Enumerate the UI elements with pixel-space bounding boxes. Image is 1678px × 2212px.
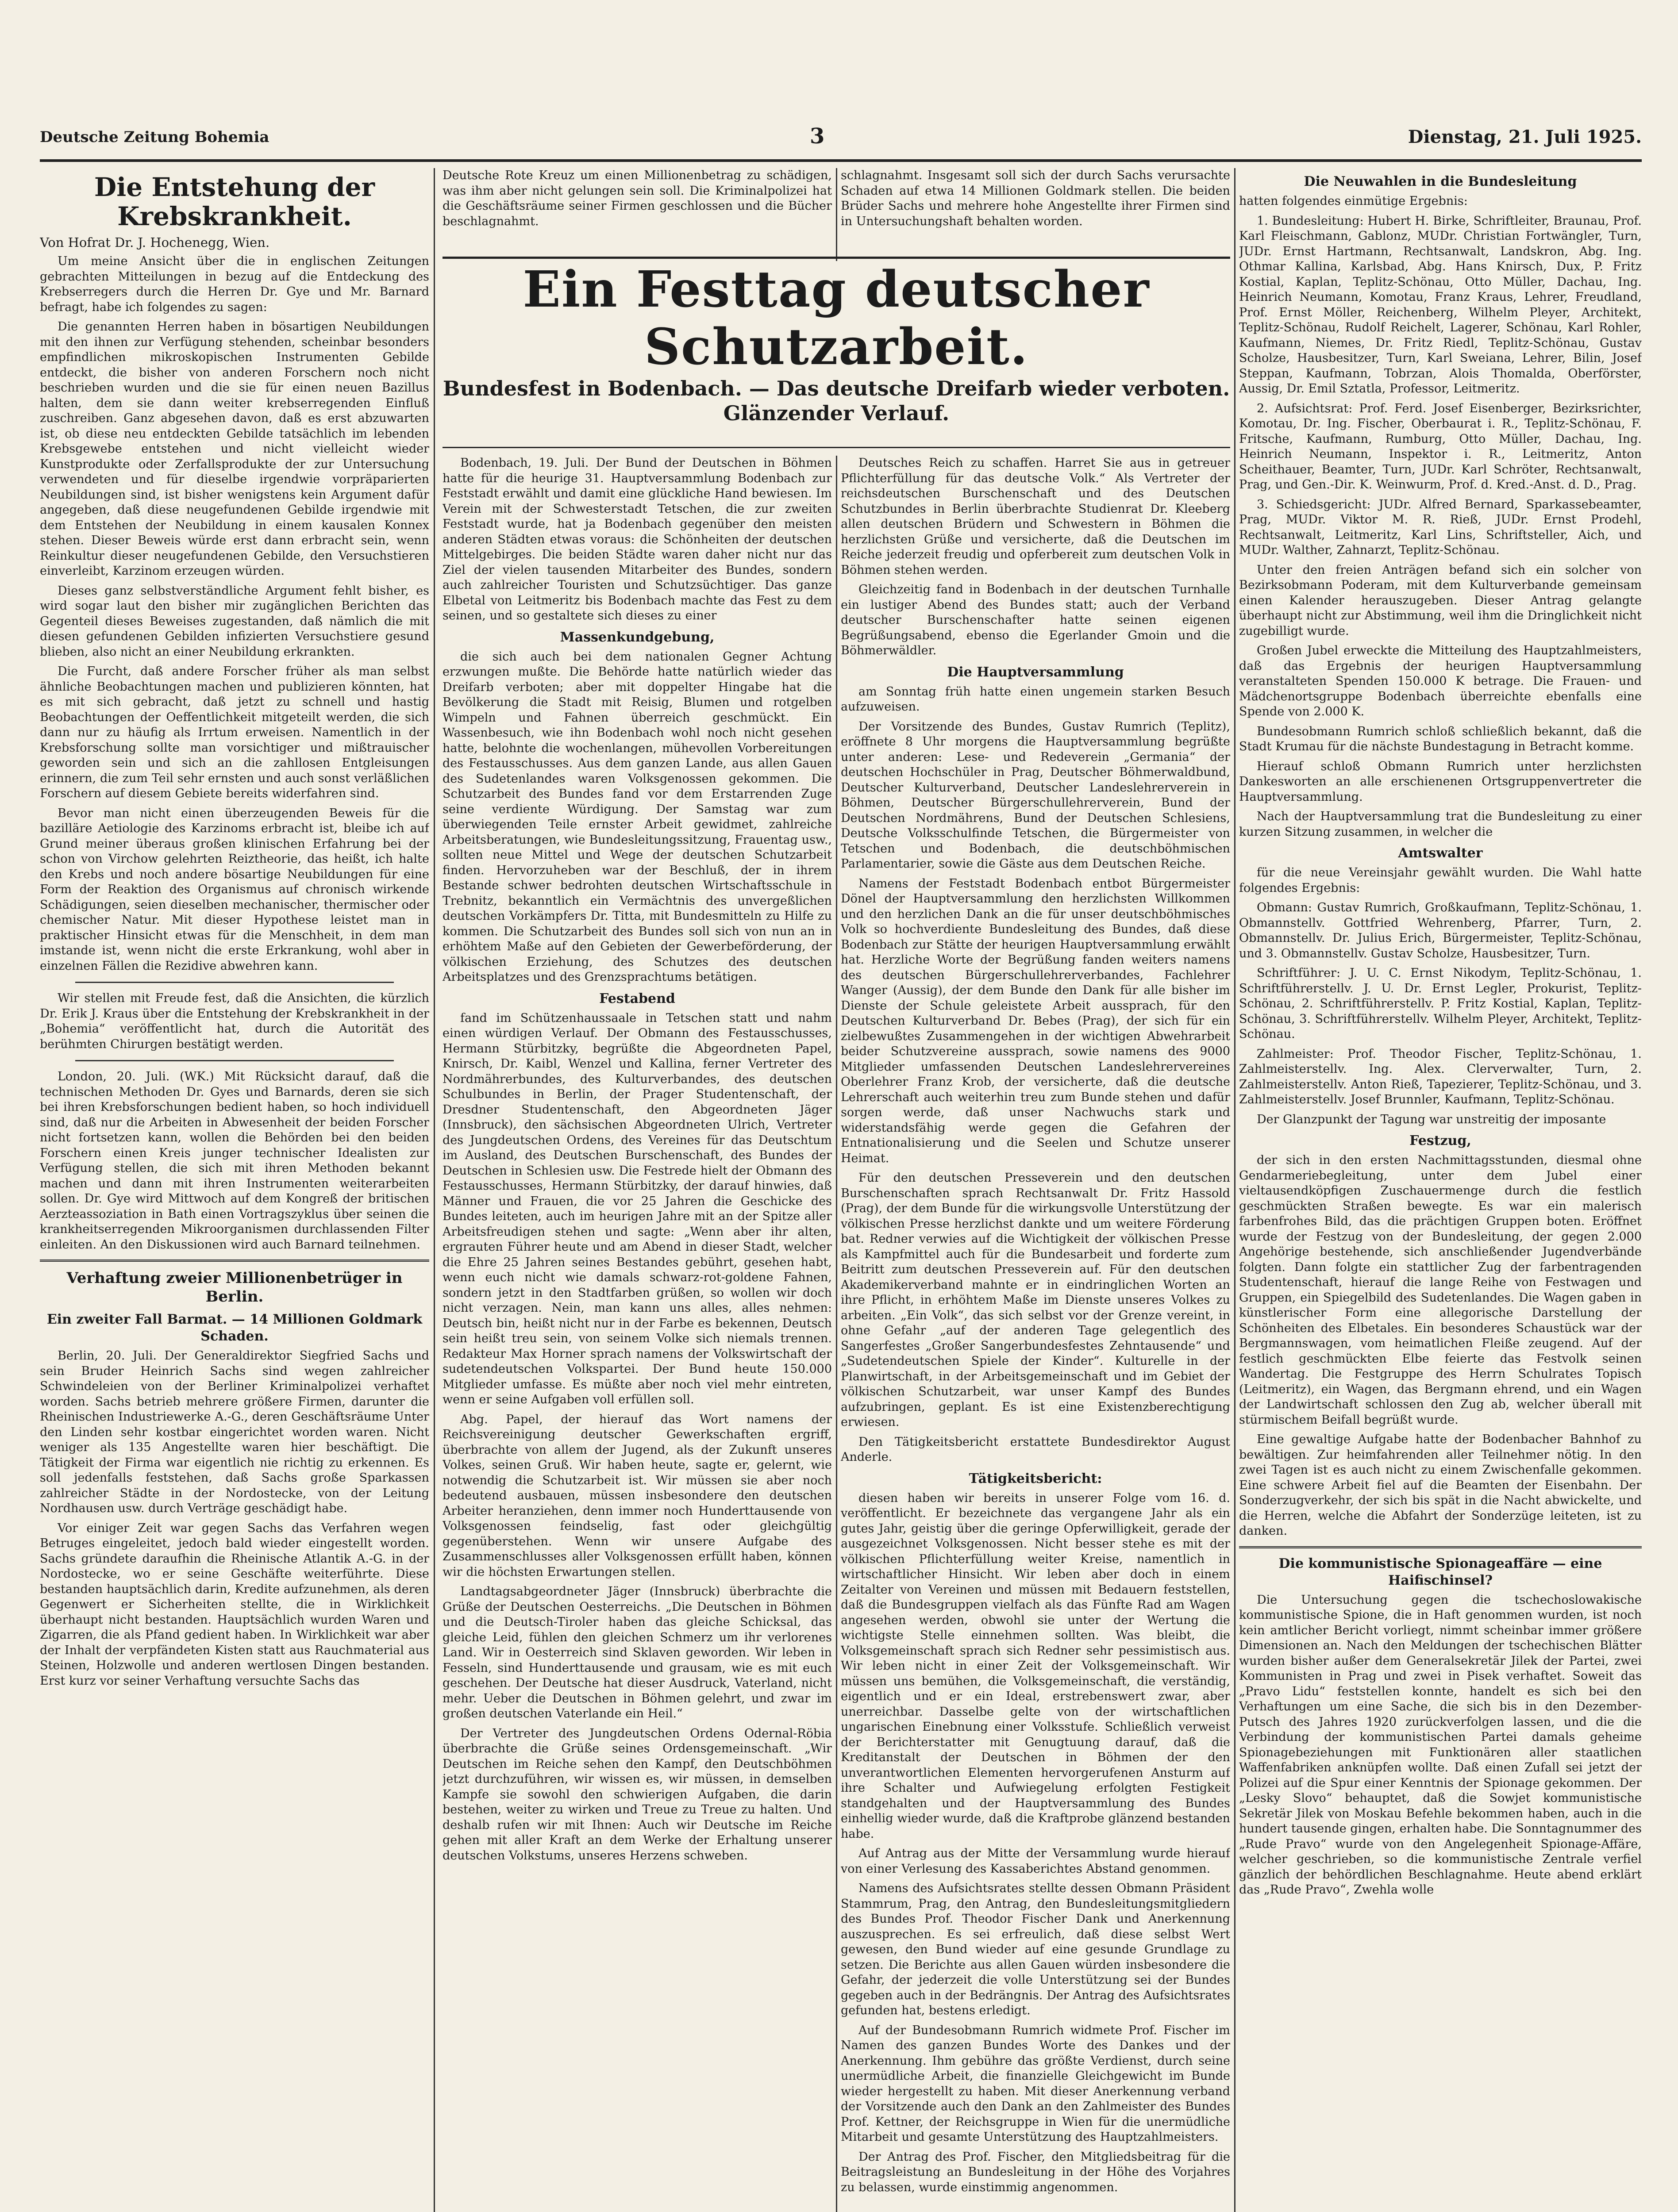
paragraph: Nach der Hauptversammlung trat die Bundesleitung zu einer kurzen Sitzung zusammen, in welcher die	[1239, 810, 1642, 839]
column-rule	[1234, 168, 1235, 2212]
headline-subtitle: Glänzender Verlauf.	[723, 401, 950, 425]
paragraph: Eine gewaltige Aufgabe hatte der Bodenbacher Bahnhof zu bewältigen. Zur heimfahrenden aller Teilnehmer nötig. In den zwei Tagen ist es auch nicht zu einem Zwischenfalle gekommen. Eine schwere Arbeit fiel auf die Beamten der Eisenbahn. Der Sonderzugverkehr, der sich bis spät in die Nacht abwickelte, und die Herren, welche die Abfahrt der Sonderzüge leiteten, ist zu danken.	[1239, 1432, 1642, 1538]
paragraph: der sich in den ersten Nachmittagsstunden, diesmal ohne Gendarmeriebegleitung, unter dem Jubel einer vieltausendköpfigen Zuschauermenge durch die festlich geschmückten Straßen bewegte. Es war ein malerisch farbenfrohes Bild, das die prächtigen Gruppen boten. Eröffnet wurde der Festzug von der Bundesleitung, der gegen 2.000 Angehörige bestehende, sich anschließender Jugendverbände folgten. Dann folgte ein stattlicher Zug der farbentragenden Studentenschaft, hierauf die lange Reihe von Festwagen und Gruppen, ein Spiegelbild des Sudetenlandes. Die Wagen gaben in künstlerischer Form eine allegorische Darstellung der Schönheiten des Elbetales. Ein besonderes Schaustück war der Bergmannswagen, vom heimatlichen Fleiße zeugend. Auf der festlich geschmückten Elbe feierte das Festvolk seinen Wandertag. Die Festgruppe des Herrn Schulrates Topisch (Leitmeritz), ein Wagen, das Bergmann ehrend, und ein Wagen der Landwirtschaft schlossen den Zug ab, welcher überall mit stürmischem Beifall begrüßt wurde.	[1239, 1153, 1642, 1427]
paragraph: Auf Antrag aus der Mitte der Versammlung wurde hierauf von einer Verlesung des Kassaberichtes Abstand genommen.	[841, 1847, 1230, 1876]
paragraph: Zahlmeister: Prof. Theodor Fischer, Teplitz-Schönau, 1. Zahlmeisterstellv. Ing. Alex. Clerverwalter, Turn, 2. Zahlmeisterstellv. Anton Rieß, Tapezierer, Teplitz-Schönau, und 3. Zahlmeisterstellv. Josef Brunnler, Kaufmann, Teplitz-Schönau.	[1239, 1047, 1642, 1106]
paragraph: Der Vorsitzende des Bundes, Gustav Rumrich (Teplitz), eröffnete 8 Uhr morgens die Hauptversammlung begrüßte unter anderen: Lese- und Redeverein „Germania“ der deutschen Hochschüler in Prag, Deutscher Böhmerwaldbund, Deutscher Kulturverband, Deutscher Landeslehrerverein in Böhmen, Deutscher Bürgerschullehrerverein, Bund der Deutschen Nordmährens, Bund der Deutschen Schlesiens, Deutsche Volksschulfinde Tetschen, die Bürgermeister von Tetschen und Bodenbach, die deutschböhmischen Parlamentarier, sowie die Gäste aus dem Deutschen Reiche.	[841, 719, 1230, 871]
paragraph: Die genannten Herren haben in bösartigen Neubildungen mit den ihnen zur Verfügung stehenden, scheinbar besonders empfindlichen mikroskopischen Instrumenten Gebilde entdeckt, die bisher von anderen Forschern noch nicht beschrieben wurden und die sie für einen neuen Bazillus halten, dem sie dann weiter krebserregenden Einfluß zuschreiben. Ganz abgesehen davon, daß es erst abzuwarten ist, ob diese neu entdeckten Gebilde tatsächlich im lebenden Krebsgewebe entstehen und nicht vielleicht wieder Kunstprodukte oder Zerfallsprodukte der zur Untersuchung verwendeten und für dieselbe irgendwie vorpräparierten Neubildungen sind, ist bisher wenigstens kein Argument dafür angegeben, daß diese neugefundenen Gebilde irgendwie mit dem Entstehen der Neubildung in einem kausalen Konnex stehen. Dieser Beweis würde erst dann erbracht sein, wenn Reinkultur dieser neugefundenen Gebilde, den Versuchstieren einverleibt, Karzinom erzeugen würden.	[40, 320, 429, 578]
article-byline: Von Hofrat Dr. J. Hochenegg, Wien.	[40, 235, 270, 250]
paragraph: Um meine Ansicht über die in englischen Zeitungen gebrachten Mitteilungen in bezug auf die Entdeckung des Krebserregers durch die Herren Dr. Gye und Mr. Barnard befragt, habe ich folgendes zu sagen:	[40, 254, 429, 314]
divider	[75, 1060, 394, 1061]
paragraph: diesen haben wir bereits in unserer Folge vom 16. d. veröffentlicht. Er bezeichnete das vergangene Jahr als ein gutes Jahr, geistig über die geringe Opferwilligkeit, gerade der ausgezeichnet Volksgenossen. Nicht besser stehe es mit der völkischen Pflichterfüllung weiter Kreise, namentlich in wirtschaftlicher Hinsicht. Wir leben aber doch in einem Zeitalter von Vereinen und müssen mit Bedauern feststellen, daß die Bundesgruppen vielfach als das Fünfte Rad am Wagen angesehen werden, obwohl sie unter der Wertung die wichtigste Stelle einnehmen sollten. Was bleibt, die Volksgemeinschaft sprach sich Redner sehr pessimistisch aus. Wir leben nicht in einer Zeit der Volksgemeinschaft. Wir müssen uns bemühen, die Volksgemeinschaft, die verständig, eigentlich und er ein Ideal, erstrebenswert zwar, aber unerreichbar. Dasselbe gelte von der wirtschaftlichen ungarischen Einebnung einer Volksstufe. Schließlich verweist der Berichterstatter mit Genugtuung darauf, daß die Kreditanstalt der Deutschen in Böhmen der den unverantwortlichen Elementen hervorgerufenen Ansturm auf ihre Schalter und Aufwiegelung erfolgten Festigkeit standgehalten und der Hauptversammlung des Bundes einhellig wieder wurde, daß die Kraftprobe glänzend bestanden habe.	[841, 1491, 1230, 1841]
divider	[75, 982, 394, 983]
paragraph: Bodenbach, 19. Juli. Der Bund der Deutschen in Böhmen hatte für die heurige 31. Hauptversammlung Bodenbach zur Feststadt erwählt und damit eine glückliche Hand bewiesen. Im Verein mit der Schwesterstadt Tetschen, die zur zweiten Feststadt wurde, hat ja Bodenbach gegenüber den meisten anderen Städten etwas voraus: die Schönheiten der deutschen Mittelgebirges. Die beiden Städte waren daher nicht nur das Ziel der vielen tausenden Mitarbeiter des Bundes, sondern auch zahlreicher Touristen und Schutzsüchtiger. Das ganze Elbetal von Leitmeritz bis Bodenbach machte das Fest zu dem seinen, und so gestaltete sich dieses zu einer	[443, 456, 832, 622]
paragraph: Die Furcht, daß andere Forscher früher als man selbst ähnliche Beobachtungen machen und publizieren könnten, hat es mit sich gebracht, daß jetzt zu schnell und hastig Beobachtungen der Oeffentlichkeit mitgeteilt werden, die sich dann nur zu häufig als Irrtum erweisen. Namentlich in der Krebsforschung sollte man vorsichtiger und mißtrauischer geworden sein und sich an die zahllosen Entgleisungen erinnern, die zum Teil sehr ernsten und auch sonst verläßlichen Forschern auf diesem Gebiete bereits widerfahren sind.	[40, 664, 429, 800]
paragraph: Namens des Aufsichtsrates stellte dessen Obmann Präsident Stammrum, Prag, den Antrag, den Bundesleitungsmitgliedern des Bundes Prof. Theodor Fischer Dank und Anerkennung auszusprechen. Es sei erfreulich, daß diese selbst Wert gewesen, den Bund wieder auf eine gesunde Grundlage zu setzen. Die Berichte aus allen Gauen würden insbesondere die Gefahr, der jederzeit die volle Unterstützung sei der Bundes gegeben auch in der Bedrängnis. Der Antrag des Aufsichtsrates gefunden hat, bestens erledigt.	[841, 1882, 1230, 2017]
paragraph: Für den deutschen Presseverein und den deutschen Burschenschaften sprach Rechtsanwalt Dr. Fritz Hassold (Prag), der dem Bunde für die wirkungsvolle Unterstützung der völkischen Presse herzlichst dankte und um weitere Förderung bat. Redner verwies auf die Wichtigkeit der völkischen Presse als Kampfmittel auch für die Bundesarbeit und forderte zum Beitritt zum deutschen Presseverein auf. Für den deutschen Akademikerverband mahnte er in eindringlichen Worten an ihre Pflicht, in erhöhtem Maße im Dienste unseres Volkes zu arbeiten. „Ein Volk“, das sich selbst vor der Grenze vereint, in ohne Gefahr „auf der anderen Tage gelegentlich des Sangerfestes „Großer Sangerbundesfestes Zehntausende“ und „Sudetendeutschen Spiele der Kinder“. Kulturelle in der Planwirtschaft, in der Arbeitsgemeinschaft und im Gebiet der völkischen Schutzarbeit, war unser Kampf des Bundes aufzubringen, geplant. Es ist eine Existenzberechtigung erwiesen.	[841, 1171, 1230, 1429]
masthead	[40, 119, 1642, 162]
paragraph: 2. Aufsichtsrat: Prof. Ferd. Josef Eisenberger, Bezirksrichter, Komotau, Dr. Ing. Fischer, Oberbaurat i. R., Teplitz-Schönau, F. Fritsche, Kaufmann, Rumburg, Otto Müller, Dachau, Ing. Heinrich Neumann, Inspektor i. R., Leitmeritz, Anton Scheithauer, Beamter, Turn, JUDr. Karl Schröter, Rechtsanwalt, Prag, und Gen.-Dir. K. Weinwurm, Prof. d. Kred.-Anst. d. D., Prag.	[1239, 401, 1642, 492]
section-heading: Die kommunistische Spionageaffäre — eine Haifischinsel?	[1278, 1555, 1602, 1588]
paragraph: Bundesobmann Rumrich schloß schließlich bekannt, daß die Stadt Krumau für die nächste Bundestagung in Betracht komme.	[1239, 724, 1642, 753]
section-heading: Tätigkeitsbericht:	[969, 1471, 1102, 1486]
column-3	[841, 456, 1230, 2212]
paragraph: 3. Schiedsgericht: JUDr. Alfred Bernard, Sparkassebeamter, Prag, MUDr. Viktor M. R. Rieß, JUDr. Ernst Prodehl, Rechtsanwalt, Leitmeritz, Karl Lins, Schriftsteller, Aich, und MUDr. Walther, Zahnarzt, Teplitz-Schönau.	[1239, 497, 1642, 557]
newspaper-name: Deutsche Zeitung Bohemia	[40, 128, 269, 146]
column-4	[1239, 168, 1642, 2212]
paragraph: Schriftführer: J. U. C. Ernst Nikodym, Teplitz-Schönau, 1. Schriftführerstellv. J. U. Dr. Ernst Legler, Prokurist, Teplitz-Schönau, 2. Schriftführerstellv. P. Fritz Kostial, Kaplan, Teplitz-Schönau, 3. Schriftführerstellv. Wilhelm Pleyer, Architekt, Teplitz-Schönau.	[1239, 966, 1642, 1041]
paragraph: Die Untersuchung gegen die tschechoslowakische kommunistische Spione, die in Haft genommen wurden, ist noch kein amtlicher Bericht vorliegt, nimmt scheinbar immer größere Dimensionen an. Nach den Meldungen der tschechischen Blätter wurden bisher außer dem Generalsekretär Jilek der Partei, zwei Kommunisten in Prag und zwei in Pisek verhaftet. Soweit das „Pravo Lidu“ feststellen konnte, handelt es sich bei den Verhaftungen um eine Sache, die sich bis in den Dezember-Putsch des Jahres 1920 zurückverfolgen lassen, und die die Verbindung der kommunistischen Partei damals geheime Spionagebeziehungen mit Funktionären aller staatlichen Waffenfabriken anknüpfen wollte. Daß einen Zufall sei jetzt der Polizei auf die Spur einer Kenntnis der Spionage gekommen. Der „Lesky Slovo“ behauptet, daß die Sowjet kommunistische Sekretär Jilek von Moskau Befehle bekommen haben, auch in die hundert tausende gingen, erhalten habe. Die Sonntagnummer des „Rude Pravo“ wurde von den Angelegenheit Spionage-Affäre, welcher geschrieben, so die kommunistische Zentrale verfiel gänzlich der behördlichen Beschlagnahme. Heute abend erklärt das „Rude Pravo“, Zwehla wolle	[1239, 1593, 1642, 1897]
paragraph: für die neue Vereinsjahr gewählt wurden. Die Wahl hatte folgendes Ergebnis:	[1239, 866, 1642, 895]
paragraph: Namens der Feststadt Bodenbach entbot Bürgermeister Dönel der Hauptversammlung den herzlichsten Willkommen und den herzlichen Dank an die für unser deutschböhmisches Volk so hochverdiente Bundesleitung des Bundes, daß diese Bodenbach zur Stätte der heurigen Hauptversammlung erwählt hat. Herzliche Worte der Begrüßung fanden weiters namens des deutschen Bürgerschullehrerverbandes, Fachlehrer Wanger (Aussig), der dem Bunde den Dank für alle bisher im Dienste der Schule geleistete Arbeit aussprach, für den Deutschen Kulturverband Dr. Bebes (Prag), der sich für ein zielbewußtes Zusammengehen in der wichtigen Abwehrarbeit beider Schutzvereine aussprach, sowie namens des 9000 Mitglieder umfassenden Deutschen Landeslehrervereines Oberlehrer Franz Krob, der versicherte, daß die deutsche Lehrerschaft auch weiterhin treu zum Bunde stehen und dafür sorgen werde, daß unser Nachwuchs stark und widerstandsfähig werde gegen die Gefahren der Entnationalisierung und die Seelen und Schutze unserer Heimat.	[841, 876, 1230, 1165]
divider	[443, 447, 1230, 448]
paragraph: schlagnahmt. Insgesamt soll sich der durch Sachs verursachte Schaden auf etwa 14 Millionen Goldmark stellen. Die beiden Brüder Sachs und mehrere hohe Angestellte ihrer Firmen sind in Untersuchungshaft behalten worden.	[841, 169, 1230, 228]
paragraph: Großen Jubel erweckte die Mitteilung des Hauptzahlmeisters, daß das Ergebnis der heurigen Hauptversammlung veranstalteten Spenden 150.000 K betrage. Die Frauen- und Mädchenortsgruppe Bodenbach überreichte ebenfalls eine Spende von 2.000 K.	[1239, 644, 1642, 718]
paragraph: Gleichzeitig fand in Bodenbach in der deutschen Turnhalle ein lustiger Abend des Bundes statt; auch der Verband deutscher Burschenschafter hatte seinen eigenen Begrüßungsabend, ebenso die Egerlander Gmoin und die Böhmerwäldler.	[841, 583, 1230, 657]
paragraph: Deutsches Reich zu schaffen. Harret Sie aus in getreuer Pflichterfüllung für das deutsche Volk.“ Als Vertreter der reichsdeutschen Burschenschaft und des Deutschen Schutzbundes in Berlin überbrachte Studienrat Dr. Kleeberg allen deutschen Brüdern und Schwestern in Böhmen die herzlichsten Grüße und versicherte, daß die Deutschen im Reiche jederzeit freudig und opferbereit zum deutschen Volk in Böhmen stehen werden.	[841, 456, 1230, 577]
paragraph: Vor einiger Zeit war gegen Sachs das Verfahren wegen Betruges eingeleitet, jedoch bald wieder eingestellt worden. Sachs gründete daraufhin die Rheinische Atlantik A.-G. in der Nordostecke, wo er seine Geschäfte weiterführte. Diese bestanden hauptsächlich darin, Kredite aufzunehmen, als deren Gegenwert er Sicherheiten stellte, die in Wirklichkeit überhaupt nicht bestanden. Hauptsächlich wurden Waren und Zigarren, die als Pfand gedient haben. In Wirklichkeit war aber der Inhalt der verpfändeten Kisten statt aus Rauchmaterial aus Steinen, Holzwolle und anderen wertlosen Dingen bestanden. Erst kurz vor seiner Verhaftung versuchte Sachs das	[40, 1521, 429, 1688]
issue-date: Dienstag, 21. Juli 1925.	[1408, 127, 1642, 147]
paragraph: Bevor man nicht einen überzeugenden Beweis für die bazilläre Aetiologie des Karzinoms erbracht ist, bleibe ich auf Grund meiner überaus großen klinischen Erfahrung bei der schon von Virchow gelehrten Reiztheorie, das heißt, ich halte den Krebs und noch andere bösartige Neubildungen für eine Form der Reaktion des Organismus auf chronisch wirkende Schädigungen, seien dieselben mechanischer, thermischer oder chemischer Natur. Mit dieser Hypothese leistet man in praktischer Hinsicht etwas für die Menschheit, in dem man imstande ist, wenn nicht die erste Erkrankung, wohl aber in einzelnen Fällen die Rezidive abwehren kann.	[40, 806, 429, 973]
article-subtitle: Ein zweiter Fall Barmat. — 14 Millionen Goldmark Schaden.	[46, 1312, 423, 1344]
column-3-top	[841, 168, 1230, 257]
section-heading: Amtswalter	[1398, 845, 1483, 861]
paragraph: Hierauf schloß Obmann Rumrich unter herzlichsten Dankesworten an alle erschienenen Ortsgruppenvertreter die Hauptversammlung.	[1239, 759, 1642, 804]
paragraph: Auf der Bundesobmann Rumrich widmete Prof. Fischer im Namen des ganzen Bundes Worte des Dankes und der Anerkennung. Ihm gebühre das größte Verdienst, durch seine unermüdliche Arbeit, die finanzielle Gleichgewicht im Bunde wieder hergestellt zu haben. Mit dieser Anerkennung verband der Vorsitzende auch den Dank an den Zahlmeister des Bundes Prof. Kettner, der Reichsgruppe in Wien für die unermüdliche Mitarbeit und gesamte Unterstützung des Hauptzahlmeisters.	[841, 2023, 1230, 2144]
headline-subtitle: Bundesfest in Bodenbach. — Das deutsche Dreifarb wieder verboten.	[443, 376, 1230, 400]
article-title-krebs: Die Entstehung der Krebskrankheit.	[94, 172, 375, 231]
divider	[443, 257, 1230, 259]
paragraph: Abg. Papel, der hierauf das Wort namens der Reichsvereinigung deutscher Gewerkschaften ergriff, überbrachte von allem der Jugend, als der Zukunft unseres Volkes, seinen Gruß. Wir haben heute, sagte er, gelernt, wie notwendig die Schutzarbeit ist. Wir müssen sie aber noch bedeutend ausbauen, müssen insbesondere den deutschen Arbeiter heranziehen, denn immer noch Hunderttausende von Volksgenossen feindselig, fast oder gleichgültig gegenüberstehen. Wenn wir unsere Aufgabe des Zusammenschlusses aller Volksgenossen erfüllt haben, können wir die höchsten Erwartungen stellen.	[443, 1412, 832, 1579]
paragraph: Der Glanzpunkt der Tagung war unstreitig der imposante	[1257, 1112, 1606, 1126]
column-2-top	[443, 168, 832, 257]
divider	[1239, 1546, 1642, 1548]
section-heading: Festzug,	[1409, 1133, 1471, 1148]
section-heading: Festabend	[599, 991, 675, 1006]
paragraph: Den Tätigkeitsbericht erstattete Bundesdirektor August Anderle.	[841, 1435, 1230, 1464]
column-rule	[836, 168, 837, 261]
paragraph: fand im Schützenhaussaale in Tetschen statt und nahm einen würdigen Verlauf. Der Obmann des Festausschusses, Hermann Stürbitzky, begrüßte die Abgeordneten Papel, Knirsch, Dr. Kaibl, Wenzel und Kallina, ferner Vertreter des Nordmährerbundes, des Kulturverbandes, des deutschen Schulbundes in Berlin, der Prager Studentenschaft, der Dresdner Studentenschaft, den Abgeordneten Jäger (Innsbruck), den sächsischen Abgeordneten Ulrich, Vertreter des Jungdeutschen Ordens, des Vereines für das Deutschtum im Ausland, des Deutschen Burschenschaft, des Bundes der Deutschen in Schlesien usw. Die Festrede hielt der Obmann des Festausschusses, Hermann Stürbitzky, der darauf hinwies, daß Männer und Frauen, die vor 25 Jahren die Geschicke des Bundes leiteten, auch im heurigen Jahre mit an der Spitze aller Arbeitsfreudigen stehen und sagte: „Wenn aber ihr alten, ergrauten Führer heute und am Abend in dieser Stadt, welcher die Ehre 25 Jahren seines Bestandes gebührt, gesehen habt, wenn euch nicht wie damals schwarz-rot-goldene Fahnen, sondern jetzt in den Stadtfarben grüßen, so wollen wir doch nicht verzagen. Nein, man kann uns alles, alles nehmen: Deutsch bin, heißt nicht nur in der Farbe es bekennen, Deutsch sein heißt treu sein, von seinem Volke sich niemals trennen. Redakteur Max Horner sprach namens der Volkswirtschaft der sudetendeutschen Volkspartei. Der Bund heute 150.000 Mitglieder umfasse. Es müßte aber noch viel mehr eintreten, wenn er seine Aufgaben voll erfüllen soll.	[443, 1011, 832, 1406]
column-2	[443, 456, 832, 2212]
section-heading: Massenkundgebung,	[560, 629, 715, 645]
paragraph: Der Vertreter des Jungdeutschen Ordens Odernal-Röbia überbrachte die Grüße seines Ordensgemeinschaft. „Wir Deutschen im Reiche sehen den Kampf, den Deutschböhmen jetzt durchzuführen, wir wissen es, wir müssen, in demselben Kampfe sie sowohl den schwierigen Aufgaben, die darin bestehen, weiter zu wirken und Treue zu Treue zu halten. Und deshalb rufen wir mit Ihnen: Auch wir Deutsche im Reiche gehen mit aller Kraft an dem Werke der Erhaltung unserer deutschen Volkstums, unseres Herzens schweben.	[443, 1726, 832, 1863]
paragraph: London, 20. Juli. (WK.) Mit Rücksicht darauf, daß die technischen Methoden Dr. Gyes und Barnards, deren sie sich bei ihren Krebsforschungen bedient haben, so hoch individuell sind, daß nur die Arbeiten in Abwesenheit der beiden Forscher nicht fortsetzen kann, wollen die Behörden bei den beiden Forschern einen Kreis junger technischer Idealisten zur Verfügung stellen, die sich mit ihren Methoden bekannt machen und dann mit ihren Instrumenten weiterarbeiten sollen. Dr. Gye wird Mittwoch auf dem Kongreß der britischen Aerzteassoziation in Bath einen Vortragszyklus über seinen die krankheitserregenden Mikroorganismen durchlassenden Filter einleiten. An den Diskussionen wird auch Barnard teilnehmen.	[40, 1070, 429, 1252]
paragraph: 1. Bundesleitung: Hubert H. Birke, Schriftleiter, Braunau, Prof. Karl Fleischmann, Gablonz, MUDr. Christian Fortwängler, Turn, JUDr. Ernst Hartmann, Rechtsanwalt, Landskron, Abg. Ing. Othmar Kallina, Karlsbad, Abg. Hans Knirsch, Dux, P. Fritz Kostial, Kaplan, Teplitz-Schönau, Otto Müller, Dachau, Ing. Heinrich Neumann, Komotau, Franz Kraus, Lehrer, Freudland, Prof. Ernst Möller, Reichenberg, Wilhelm Pleyer, Architekt, Teplitz-Schönau, Rudolf Reichelt, Lagerer, Schönau, Karl Rohler, Kaufmann, Niemes, Dr. Fritz Riedl, Teplitz-Schönau, Gustav Scholze, Hausbesitzer, Turn, Karl Sweiana, Lehrer, Bilin, Josef Steppan, Kaufmann, Tobrzan, Alois Thomalda, Oberförster, Aussig, Dr. Emil Sztatla, Professor, Leitmeritz.	[1239, 214, 1642, 396]
paragraph: hatten folgendes einmütige Ergebnis:	[1239, 194, 1468, 208]
page-number: 3	[810, 124, 825, 149]
headline-banner	[443, 261, 1230, 426]
paragraph: Wir stellen mit Freude fest, daß die Ansichten, die kürzlich Dr. Erik J. Kraus über die Entstehung der Krebskrankheit in der „Bohemia“ veröffentlicht hat, durch die Autorität des berühmten Chirurgen bestätigt werden.	[40, 991, 429, 1051]
paragraph: Unter den freien Anträgen befand sich ein solcher von Bezirksobmann Poderam, mit dem Kulturverbande gemeinsam einen Kalender herauszugeben. Dieser Antrag gelangte überhaupt nicht zur Abstimmung, weil ihm die Dringlichkeit nicht zugebilligt wurde.	[1239, 563, 1642, 638]
paragraph: Obmann: Gustav Rumrich, Großkaufmann, Teplitz-Schönau, 1. Obmannstellv. Gottfried Wehrenberg, Pfarrer, Turn, 2. Obmannstellv. Dr. Julius Erich, Bürgermeister, Teplitz-Schönau, und 3. Obmannstellv. Gustav Scholze, Hausbesitzer, Turn.	[1239, 901, 1642, 960]
article-title-verhaftung: Verhaftung zweier Millionenbetrüger in Berlin.	[66, 1269, 403, 1306]
column-rule	[434, 168, 435, 2212]
column-rule	[836, 456, 837, 2212]
section-heading: Die Hauptversammlung	[947, 664, 1124, 680]
section-heading: Die Neuwahlen in die Bundesleitung	[1304, 174, 1577, 189]
paragraph: Berlin, 20. Juli. Der Generaldirektor Siegfried Sachs und sein Bruder Heinrich Sachs sind wegen zahlreicher Schwindeleien von der Berliner Kriminalpolizei verhaftet worden. Sachs betrieb mehrere größere Firmen, darunter die Rheinischen Industriewerke A.-G., deren Geschäftsräume Unter den Linden sehr kostbar eingerichtet worden waren. Nicht weniger als 135 Angestellte waren hier beschäftigt. Die Tätigkeit der Firma war eigentlich nie richtig zu erkennen. Es soll jedenfalls feststehen, daß Sachs große Sparkassen zahlreicher Städte in der Nordostecke, von der Leitung Nordhausen usw. durch Verträge geschädigt habe.	[40, 1349, 429, 1515]
paragraph: Der Antrag des Prof. Fischer, den Mitgliedsbeitrag für die Beitragsleistung an Bundesleitung in der Höhe des Vorjahres zu belassen, wurde einstimmig angenommen.	[841, 2150, 1230, 2194]
paragraph: Dieses ganz selbstverständliche Argument fehlt bisher, es wird sogar laut den bisher mir zugänglichen Berichten das Gegenteil dieses Beweises zugestanden, daß nämlich die mit diesen gefundenen Gebilden infizierten Versuchstiere gesund blieben, also nicht an einer Neubildung erkrankten.	[40, 584, 429, 659]
column-1	[40, 168, 429, 2212]
paragraph: am Sonntag früh hatte einen ungemein starken Besuch aufzuweisen.	[841, 684, 1230, 714]
paragraph: Landtagsabgeordneter Jäger (Innsbruck) überbrachte die Grüße der Deutschen Oesterreichs. „Die Deutschen in Böhmen und die Deutsch-Tiroler haben das gleiche Schicksal, das gleiche Leid, fühlen den gleichen Schmerz um ihr verlorenes Land. Wir in Oesterreich sind Sklaven geworden. Wir leben in Fesseln, sind Hunderttausende und grausam, wie es mit euch geschehen. Der Deutsche hat dieser Ausdruck, Vaterland, nicht mehr. Ueber die Deutschen in Böhmen gelehrt, und zwar im großen deutschen Vaterlande ein Heil.“	[443, 1585, 832, 1720]
paragraph: Deutsche Rote Kreuz um einen Millionenbetrag zu schädigen, was ihm aber nicht gelungen sein soll. Die Kriminalpolizei hat die Geschäftsräume seiner Firmen geschlossen und die Bücher beschlagnahmt.	[443, 169, 832, 228]
divider	[40, 1260, 429, 1262]
paragraph: die sich auch bei dem nationalen Gegner Achtung erzwungen mußte. Die Behörde hatte natürlich wieder das Dreifarb verboten; aber mit doppelter Hingabe hat die Bevölkerung die Stadt mit Reisig, Blumen und rotgelben Wimpeln und Fahnen überreich geschmückt. Ein Wassenbesuch, wie ihn Bodenbach wohl noch nicht gesehen hatte, belohnte die wochenlangen, mühevollen Vorbereitungen des Festausschusses. Aus dem ganzen Lande, aus allen Gauen des Sudetenlandes waren Volksgenossen gekommen. Die Schutzarbeit des Bundes fand vor dem Erstarrenden Zuge seine verdiente Würdigung. Der Samstag war zum überwiegenden Teile ernster Arbeit gewidmet, zahlreiche Arbeitsberatungen, wie Bundesleitungssitzung, Frauentag usw., sollten neue Mittel und Wege der deutschen Schutzarbeit finden. Hervorzuheben war der Beschluß, der in ihrem Bestande schwer bedrohten deutschen Wirtschaftsschule in Trebnitz, bekanntlich ein Vermächtnis des unvergeßlichen deutschen Vorkämpfers Dr. Titta, mit Bundesmitteln zu Hilfe zu kommen. Die Schutzarbeit des Bundes soll sich von nun an in erhöhtem Maße auf den Gebieten der Gewerbeförderung, der völkischen Erziehung, des Schutzes des deutschen Arbeitsplatzes und des Grenzsprachtums betätigen.	[443, 649, 832, 984]
main-headline: Ein Festtag deutscher Schutzarbeit.	[523, 261, 1150, 376]
